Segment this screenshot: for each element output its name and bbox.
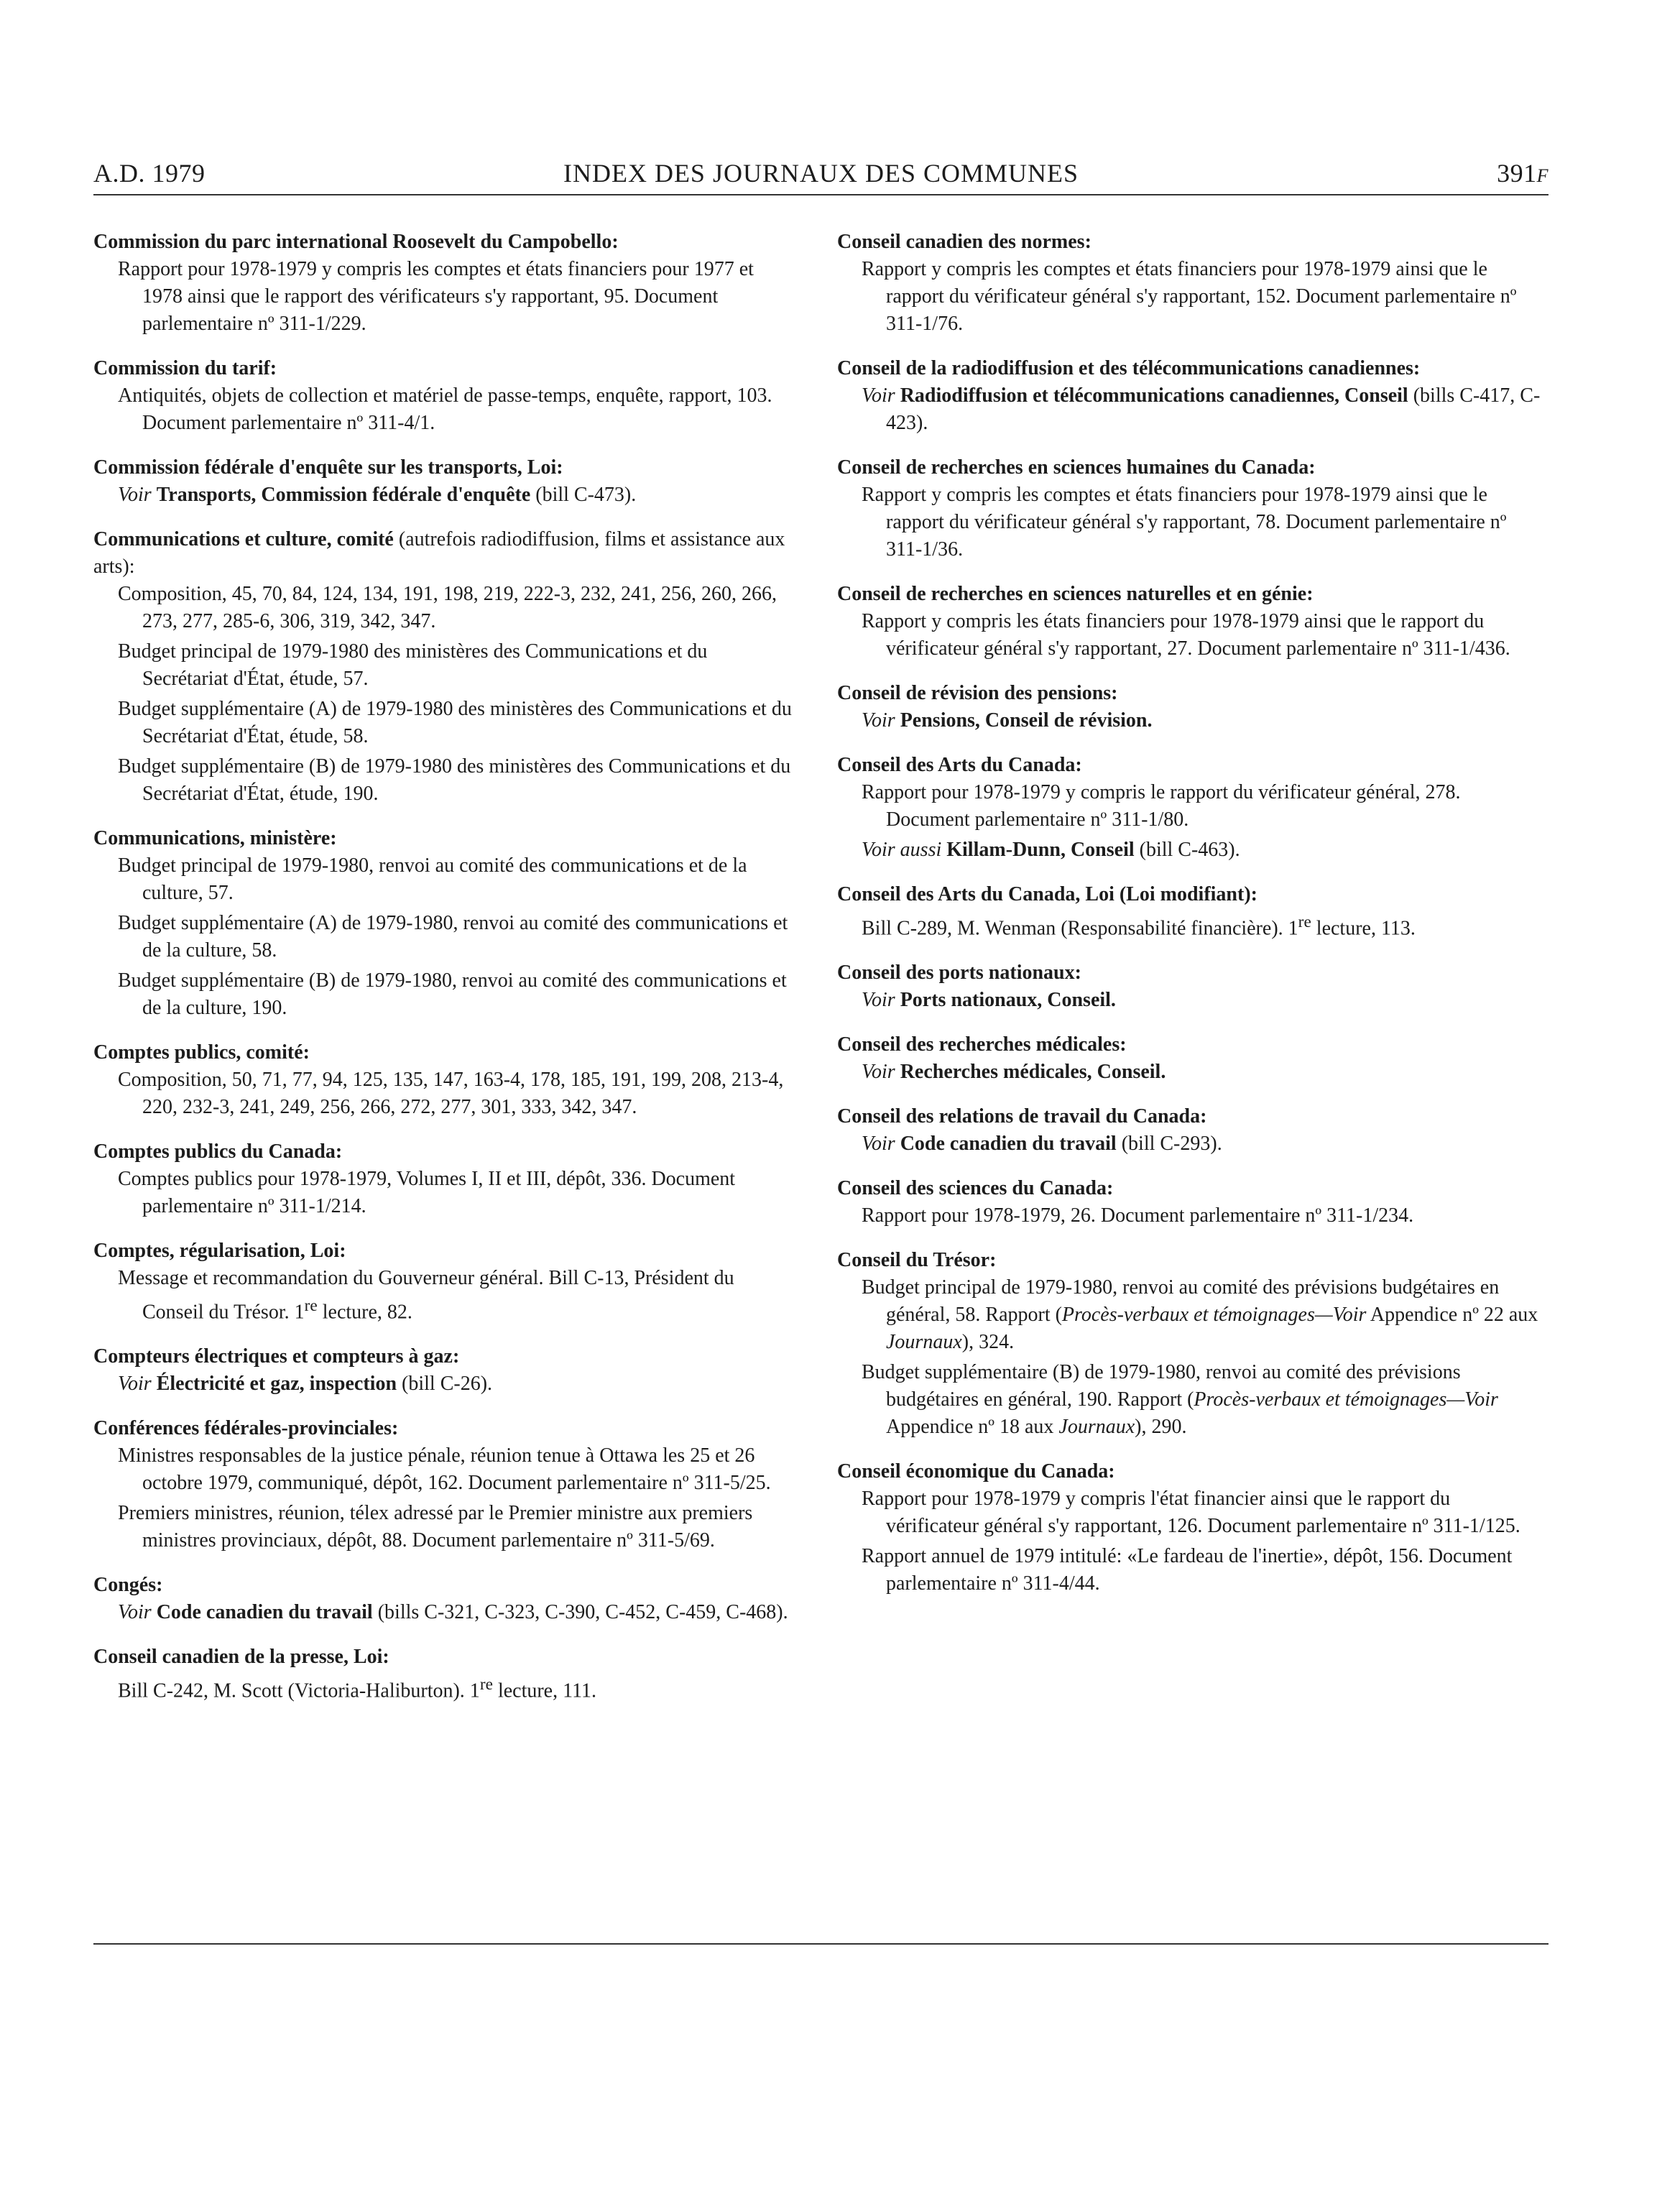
entry-line: Rapport pour 1978-1979 y compris les comptes et états financiers pour 1977 et 1978 ainsi que le rapport des vérificateurs s'y rapportant, 95. Document parlementaire nº 311-1/229. bbox=[118, 258, 754, 335]
cross-reference: Pensions, Conseil de révision. bbox=[900, 709, 1153, 732]
entry-line: Antiquités, objets de collection et matériel de passe-temps, enquête, rapport, 103. Document parlementaire nº 311-4/1. bbox=[118, 384, 772, 434]
index-entry bbox=[93, 1039, 798, 1121]
index-entry bbox=[93, 1644, 798, 1705]
index-entry bbox=[837, 1031, 1541, 1086]
see-reference: Voir bbox=[118, 1601, 152, 1624]
see-reference: Voir bbox=[862, 384, 895, 407]
entry-heading: Conseil des sciences du Canada: bbox=[837, 1177, 1114, 1200]
entry-line: Rapport y compris les comptes et états financiers pour 1978-1979 ainsi que le rapport du vérificateur général s'y rapportant, 78. Document parlementaire nº 311-1/36. bbox=[862, 484, 1507, 561]
entry-heading: Compteurs électriques et compteurs à gaz: bbox=[93, 1345, 460, 1368]
index-entry bbox=[93, 1138, 798, 1220]
entry-heading: Conseil économique du Canada: bbox=[837, 1460, 1115, 1483]
footer-rule bbox=[93, 1943, 1549, 1945]
reference-note: (bill C-473). bbox=[535, 484, 637, 506]
index-entry bbox=[93, 1237, 798, 1326]
entry-line: Rapport pour 1978-1979 y compris le rapport du vérificateur général, 278. Document parlementaire nº 311-1/80. bbox=[862, 781, 1461, 831]
entry-heading: Conseil des ports nationaux: bbox=[837, 962, 1081, 985]
entry-heading: Commission du parc international Roosevelt du Campobello: bbox=[93, 231, 619, 253]
see-reference: Voir aussi bbox=[862, 839, 942, 861]
entry-line: Budget supplémentaire (B) de 1979-1980, renvoi au comité des communications et de la culture, 190. bbox=[118, 969, 787, 1019]
cross-reference: Transports, Commission fédérale d'enquête bbox=[156, 484, 531, 506]
entry-heading: Comptes publics, comité: bbox=[93, 1041, 310, 1064]
entry-line: Composition, 45, 70, 84, 124, 134, 191, 198, 219, 222-3, 232, 241, 256, 260, 266, 273, 277, 285-6, 306, 319, 342, 347. bbox=[118, 583, 777, 632]
entry-heading: Conseil de la radiodiffusion et des télécommunications canadiennes: bbox=[837, 357, 1421, 379]
entry-line: Rapport y compris les états financiers pour 1978-1979 ainsi que le rapport du vérificateur général s'y rapportant, 27. Document parlementaire nº 311-1/436. bbox=[862, 610, 1510, 660]
see-reference: Voir bbox=[862, 1133, 895, 1156]
entry-line: Rapport annuel de 1979 intitulé: «Le fardeau de l'inertie», dépôt, 156. Document parlementaire nº 311-4/44. bbox=[862, 1545, 1513, 1595]
entry-line: Comptes publics pour 1978-1979, Volumes I, II et III, dépôt, 336. Document parlementaire nº 311-1/214. bbox=[118, 1168, 736, 1217]
index-entry bbox=[93, 526, 798, 808]
line-text: Bill C-289, M. Wenman (Responsabilité financière). 1 bbox=[862, 917, 1298, 940]
cross-reference: Électricité et gaz, inspection bbox=[156, 1373, 397, 1396]
entry-line bbox=[837, 707, 1541, 734]
reference-note: (bills C-321, C-323, C-390, C-452, C-459, C-468). bbox=[377, 1601, 788, 1624]
line-text: lecture, 111. bbox=[492, 1679, 597, 1702]
index-entry bbox=[837, 959, 1541, 1014]
see-reference: Voir bbox=[118, 1373, 152, 1396]
entry-line: Rapport y compris les comptes et états financiers pour 1978-1979 ainsi que le rapport du vérificateur général s'y rapportant, 152. Document parlementaire nº 311-1/76. bbox=[862, 258, 1517, 335]
page-header bbox=[93, 158, 1549, 193]
entry-heading: Conseil des Arts du Canada: bbox=[837, 754, 1082, 776]
reference-note: (bills C-417, C-423). bbox=[886, 384, 1541, 434]
header-rule bbox=[93, 194, 1549, 195]
index-entry bbox=[837, 1175, 1541, 1230]
page-number: 391 bbox=[1497, 159, 1537, 188]
entry-line: Composition, 50, 71, 77, 94, 125, 135, 147, 163-4, 178, 185, 191, 199, 208, 213-4, 220, 232-3, 241, 249, 256, 266, 272, 277, 301, 333, 342, 347. bbox=[118, 1069, 784, 1118]
index-entry bbox=[837, 680, 1541, 734]
line-text: ), 324. bbox=[961, 1331, 1015, 1354]
index-entry bbox=[837, 752, 1541, 864]
entry-line: Budget supplémentaire (B) de 1979-1980 des ministères des Communications et du Secrétariat d'État, étude, 190. bbox=[118, 755, 791, 805]
cross-reference: Radiodiffusion et télécommunications canadiennes, Conseil bbox=[900, 384, 1408, 407]
entry-heading: Conseil canadien des normes: bbox=[837, 231, 1091, 253]
index-column-right bbox=[837, 229, 1541, 1615]
line-text: ), 290. bbox=[1135, 1416, 1187, 1439]
entry-heading: Communications, ministère: bbox=[93, 827, 337, 849]
entry-heading: Congés: bbox=[93, 1574, 163, 1597]
entry-line bbox=[93, 1265, 798, 1326]
index-entry bbox=[837, 454, 1541, 563]
index-entry bbox=[93, 229, 798, 338]
entry-heading: Conseil des Arts du Canada, Loi (Loi modifiant): bbox=[837, 883, 1257, 905]
entry-line: Budget supplémentaire (A) de 1979-1980, renvoi au comité des communications et de la culture, 58. bbox=[118, 912, 788, 962]
reference-note: (bill C-293). bbox=[1121, 1133, 1222, 1156]
entry-line bbox=[837, 382, 1541, 437]
line-text: Appendice nº 22 aux bbox=[1366, 1304, 1538, 1327]
see-reference: Voir bbox=[862, 989, 895, 1012]
header-title: INDEX DES JOURNAUX DES COMMUNES bbox=[563, 159, 1079, 188]
header-date: A.D. 1979 bbox=[93, 159, 206, 188]
entry-heading: Conseil du Trésor: bbox=[837, 1249, 997, 1272]
line-text: Budget supplémentaire (B) de 1979-1980, renvoi au comité des prévisions budgétaires en général, 190. Rapport ( bbox=[862, 1361, 1461, 1411]
entry-heading: Commission fédérale d'enquête sur les transports, Loi: bbox=[93, 456, 563, 479]
entry-line bbox=[93, 1370, 798, 1398]
cross-reference: Recherches médicales, Conseil. bbox=[900, 1061, 1166, 1084]
entry-heading: Conseil de recherches en sciences humaines du Canada: bbox=[837, 456, 1316, 479]
entry-line: Premiers ministres, réunion, télex adressé par le Premier ministre aux premiers ministres provinciaux, dépôt, 88. Document parlementaire nº 311-5/69. bbox=[118, 1502, 753, 1552]
entry-line bbox=[93, 1599, 798, 1626]
italic-text: Procès-verbaux et témoignages—Voir bbox=[1061, 1304, 1367, 1327]
line-text: lecture, 82. bbox=[317, 1301, 412, 1324]
entry-heading: Conseil de révision des pensions: bbox=[837, 682, 1118, 704]
italic-text: Journaux bbox=[886, 1331, 962, 1354]
entry-line bbox=[837, 1130, 1541, 1158]
cross-reference: Code canadien du travail bbox=[900, 1133, 1117, 1156]
superscript: re bbox=[1298, 913, 1311, 931]
superscript: re bbox=[304, 1296, 318, 1315]
index-entry bbox=[837, 581, 1541, 663]
entry-line bbox=[837, 908, 1541, 942]
see-reference: Voir bbox=[118, 484, 152, 506]
index-entry bbox=[93, 1572, 798, 1626]
entry-line: Rapport pour 1978-1979 y compris l'état financier ainsi que le rapport du vérificateur général s'y rapportant, 126. Document parlementaire nº 311-1/125. bbox=[862, 1488, 1520, 1538]
entry-heading: Comptes, régularisation, Loi: bbox=[93, 1240, 346, 1262]
entry-line bbox=[837, 987, 1541, 1014]
header-page-number bbox=[1497, 158, 1549, 188]
see-reference: Voir bbox=[862, 709, 895, 732]
reference-note: (bill C-26). bbox=[402, 1373, 493, 1396]
cross-reference: Killam-Dunn, Conseil bbox=[946, 839, 1135, 861]
line-text: Bill C-242, M. Scott (Victoria-Haliburton). 1 bbox=[118, 1679, 480, 1702]
line-text: Message et recommandation du Gouverneur général. Bill C-13, Président du Conseil du Trésor. 1 bbox=[118, 1267, 734, 1324]
reference-note: (bill C-463). bbox=[1139, 839, 1240, 861]
cross-reference: Code canadien du travail bbox=[156, 1601, 373, 1624]
entry-line: Budget principal de 1979-1980, renvoi au comité des communications et de la culture, 57. bbox=[118, 854, 747, 904]
index-entry bbox=[93, 454, 798, 509]
entry-line bbox=[837, 1059, 1541, 1086]
entry-line: Budget principal de 1979-1980 des ministères des Communications et du Secrétariat d'État, étude, 57. bbox=[118, 640, 708, 690]
entry-heading: Conseil des relations de travail du Canada: bbox=[837, 1105, 1207, 1128]
heading-bold: Communications et culture, comité bbox=[93, 528, 394, 550]
entry-heading: Comptes publics du Canada: bbox=[93, 1140, 343, 1163]
entry-heading: Commission du tarif: bbox=[93, 357, 277, 379]
entry-line bbox=[837, 1274, 1541, 1356]
index-entry bbox=[837, 229, 1541, 338]
entry-heading: Conseil de recherches en sciences naturelles et en génie: bbox=[837, 583, 1314, 605]
index-entry bbox=[837, 355, 1541, 437]
superscript: re bbox=[479, 1675, 493, 1695]
see-reference: Voir bbox=[862, 1061, 895, 1084]
page-number-suffix: F bbox=[1536, 165, 1549, 186]
entry-line: Rapport pour 1978-1979, 26. Document parlementaire nº 311-1/234. bbox=[862, 1204, 1414, 1227]
line-text: Appendice nº 18 aux bbox=[886, 1416, 1059, 1439]
index-entry bbox=[93, 825, 798, 1022]
line-text: lecture, 113. bbox=[1311, 917, 1416, 940]
entry-line: Ministres responsables de la justice pénale, réunion tenue à Ottawa les 25 et 26 octobre 1979, communiqué, dépôt, 162. Document parlementaire nº 311-5/25. bbox=[118, 1444, 771, 1495]
entry-line bbox=[837, 1359, 1541, 1441]
index-entry bbox=[837, 1103, 1541, 1158]
italic-text: Procès-verbaux et témoignages—Voir bbox=[1194, 1388, 1498, 1411]
entry-heading: Conseil canadien de la presse, Loi: bbox=[93, 1646, 389, 1669]
line-text: Budget principal de 1979-1980, renvoi au comité des prévisions budgétaires en général, 58. Rapport ( bbox=[862, 1276, 1500, 1327]
entry-heading: Conférences fédérales-provinciales: bbox=[93, 1417, 399, 1440]
entry-line bbox=[93, 1671, 798, 1705]
cross-reference: Ports nationaux, Conseil. bbox=[900, 989, 1116, 1012]
index-entry bbox=[837, 1247, 1541, 1441]
entry-line bbox=[837, 836, 1541, 864]
index-entry bbox=[93, 1343, 798, 1398]
index-entry bbox=[93, 355, 798, 437]
index-entry bbox=[837, 881, 1541, 942]
index-entry bbox=[837, 1458, 1541, 1598]
italic-text: Journaux bbox=[1058, 1416, 1135, 1439]
index-entry bbox=[93, 1415, 798, 1554]
entry-heading: Conseil des recherches médicales: bbox=[837, 1033, 1127, 1056]
entry-line bbox=[93, 481, 798, 509]
entry-line: Budget supplémentaire (A) de 1979-1980 des ministères des Communications et du Secrétariat d'État, étude, 58. bbox=[118, 698, 792, 747]
index-column-left bbox=[93, 229, 798, 1723]
entry-heading bbox=[93, 526, 798, 581]
heading-note: (autrefois radiodiffusion, films et assistance aux arts): bbox=[93, 528, 785, 578]
